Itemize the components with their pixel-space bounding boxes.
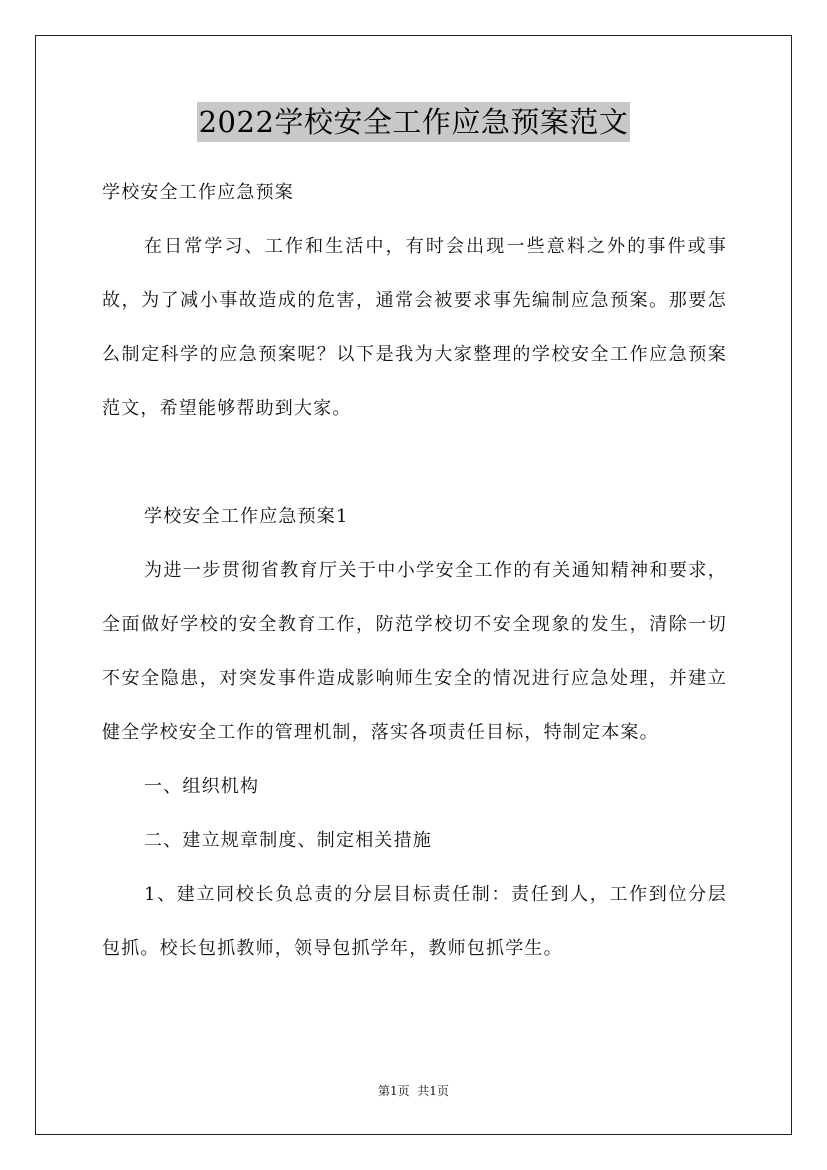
intro-paragraph: 在日常学习、工作和生活中，有时会出现一些意料之外的事件或事故，为了减小事故造成的危害，通常会被要求事先编制应急预案。那要怎么制定科学的应急预案呢？以下是我为大家整理的学校安全工作应急预案范文，希望能够帮助到大家。 <box>102 236 727 419</box>
body-paragraph: 为进一步贯彻省教育厅关于中小学安全工作的有关通知精神和要求，全面做好学校的安全教育工作，防范学校切不安全现象的发生，清除一切不安全隐患，对突发事件造成影响师生安全的情况进行应急处理，并建立健全学校安全工作的管理机制，落实各项责任目标，特制定本案。 <box>102 560 727 743</box>
section-heading: 学校安全工作应急预案1 <box>144 506 349 527</box>
document-body <box>102 166 727 976</box>
list-heading-organization: 一、组织机构 <box>144 776 260 797</box>
list-heading-rules: 二、建立规章制度、制定相关措施 <box>144 830 432 851</box>
document-subtitle: 学校安全工作应急预案 <box>102 182 294 203</box>
document-title: 2022学校安全工作应急预案范文 <box>197 102 631 142</box>
page-number: 第1页 共1页 <box>378 1084 449 1098</box>
list-item-responsibility: 1、建立同校长负总责的分层目标责任制：责任到人，工作到位分层包抓。校长包抓教师，领导包抓学年，教师包抓学生。 <box>102 884 727 959</box>
paragraph-spacer <box>102 436 727 490</box>
page-footer <box>0 1083 827 1099</box>
title-container <box>0 102 827 142</box>
